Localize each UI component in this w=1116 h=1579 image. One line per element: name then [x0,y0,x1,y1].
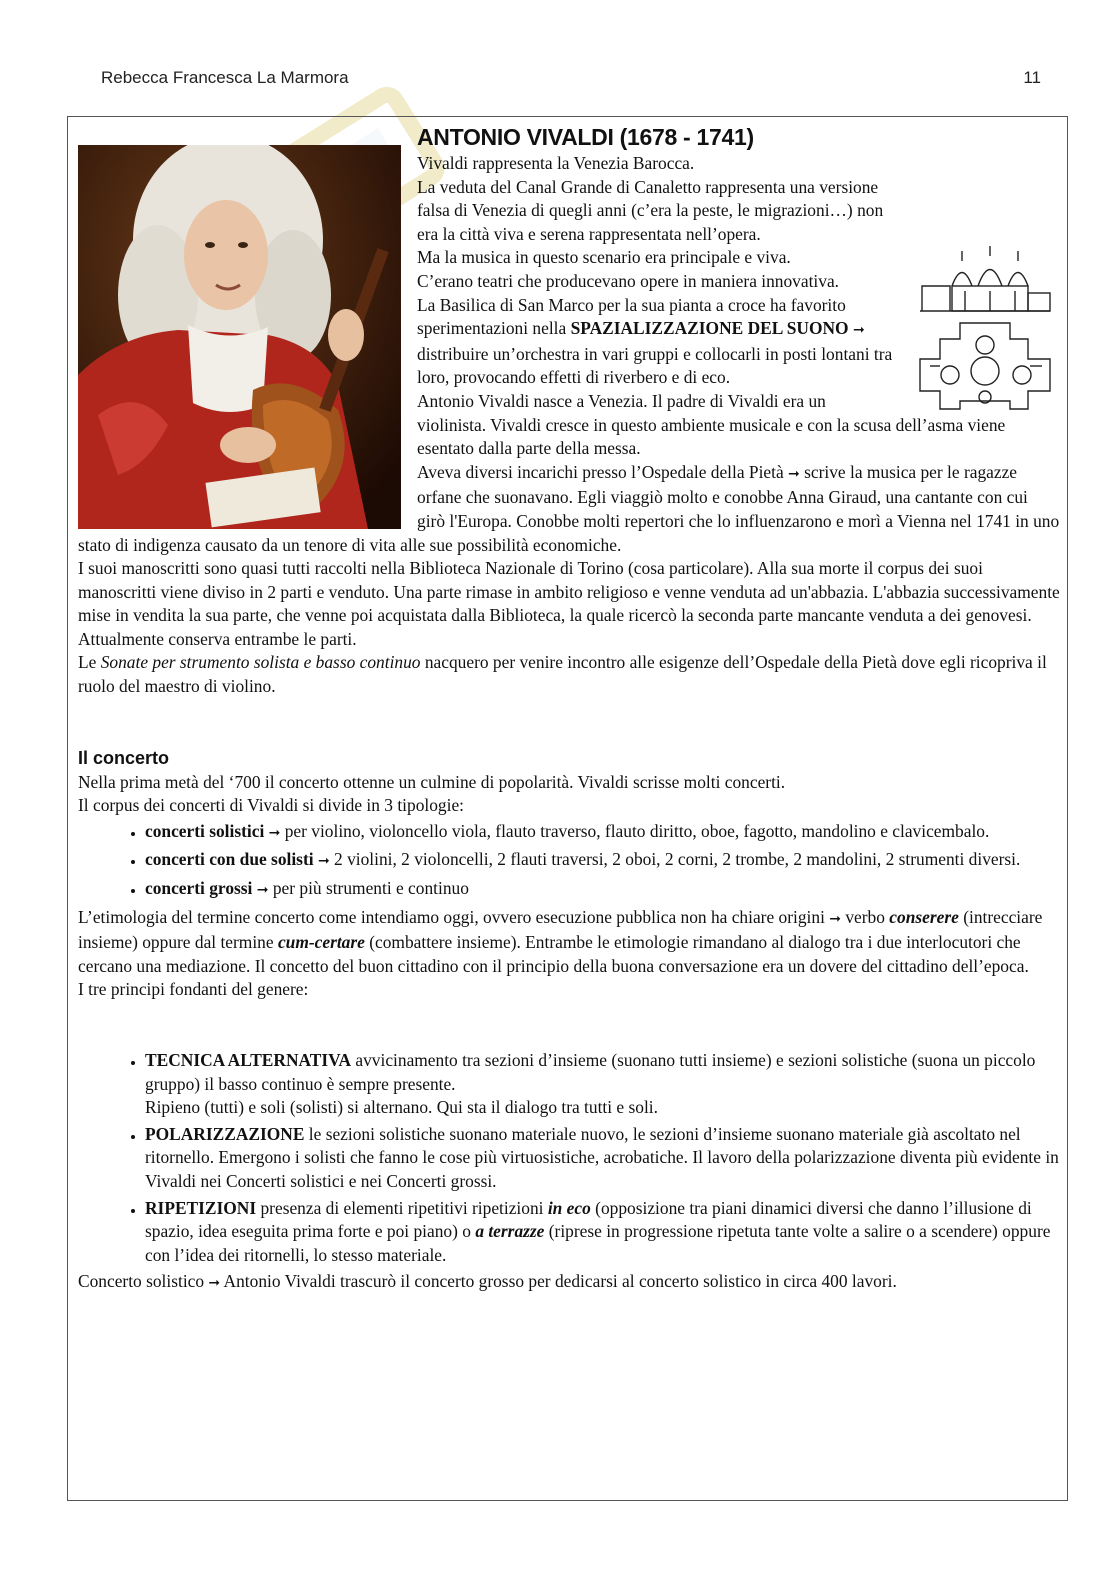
text-run: L’etimologia del termine concerto come intendiamo oggi, ovvero esecuzione pubblica non ha chiare origini [78,906,830,927]
section-heading-concerto: Il concerto [78,747,170,768]
text-run: Antonio Vivaldi trascurò il concerto grosso per dedicarsi al concerto solistico in circa 400 lavori. [220,1271,897,1292]
type-desc: per più strumenti e continuo [268,878,469,899]
concerto-line-1: Nella prima metà del ‘700 il concerto ottenne un culmine di popolarità. Vivaldi scrisse molti concerti. [78,771,786,792]
etymology-paragraph [78,906,1060,979]
type-desc: 2 violini, 2 violoncelli, 2 flauti traversi, 2 oboi, 2 corni, 2 trombe, 2 mandolini, 2 strumenti diversi. [329,849,1021,870]
intro-paragraph-8: I suoi manoscritti sono quasi tutti raccolti nella Biblioteca Nazionale di Torino (cosa particolare). Alla sua morte il corpus dei suoi manoscritti viene diviso in 2 parti e venduto. Una parte rimase in ambito religioso e venne venduta ad un'abbazia. L'abbazia successivamente mise in vendita la sua parte, che venne poi acquistata dalla Biblioteca, la quale ricercò la seconda parte mancante venduta a dei genovesi. [78,558,1060,626]
principle-desc: (opposizione tra piani dinamici diversi che danno l’illusione di spazio, idea eseguita prima forte e poi piano) o [145,1197,1032,1242]
sonate-title: Sonate per strumento solista e basso continuo [100,652,421,673]
arrow-icon: ➞ [317,853,330,870]
text-run: (intrecciare insieme) oppure dal termine [78,906,1043,953]
arrow-icon: ➞ [256,882,269,899]
text-run: Concerto solistico [78,1271,209,1292]
arrow-icon: ➞ [208,1275,221,1292]
page-content [78,122,1060,1296]
type-name: concerti con due solisti [145,849,314,870]
spacer [78,1002,1060,1047]
arrow-icon: ➞ [829,910,841,927]
concerto-types-list [78,820,1060,903]
intro-paragraph-10 [78,651,1060,698]
principle-desc: (riprese in progressione ripetuta tante volte a salire o a scendere) oppure con l’idea dei ritornelli, lo stesso materiale. [145,1221,1051,1265]
text-run: Le [78,652,101,673]
intro-paragraph-3: Ma la musica in questo scenario era principale e viva. [417,247,791,268]
term-in-eco: in eco [547,1197,591,1218]
principles-list [78,1049,1060,1267]
principle-name: POLARIZZAZIONE [145,1123,305,1144]
intro-paragraph-4: C’erano teatri che producevano opere in maniera innovativa. [417,270,840,291]
type-name: concerti grossi [145,878,253,899]
intro-paragraph-9: Attualmente conserva entrambe le parti. [78,628,357,649]
principles-intro: I tre principi fondanti del genere: [78,979,309,1000]
header-author: Rebecca Francesca La Marmora [101,68,349,87]
arrow-icon: ➞ [268,824,281,841]
text-run: nacquero per venire incontro alle esigenze dell’Ospedale della Pietà dove egli ricopriva il ruolo del maestro di violino. [78,652,1047,697]
text-run: distribuire un’orchestra in vari gruppi e collocarli in posti lontani tra loro, provocando effetti di riverbero e di eco. [417,343,893,388]
page-title: ANTONIO VIVALDI (1678 - 1741) [417,124,754,150]
text-run: (combattere insieme). Entrambe le etimologie rimandano al dialogo tra i due interlocutori che cercano una mediazione. Il concetto del buon cittadino con il principio della buona conversazione era un dovere del cittadino dell’epoca. [78,932,1029,976]
spazializzazione-term: SPAZIALIZZAZIONE DEL SUONO [570,318,849,339]
text-run: scrive la musica per le ragazze orfane che suonavano. Egli viaggiò molto e conobbe Anna Giraud, una cantante con cui girò l'Europa. Conobbe molti repertori che lo influenzarono e morì a Vienna nel 1741 in uno stato di indigenza causato da un tenore di vita alle sue possibilità economiche. [78,461,1060,555]
list-item [145,1123,1060,1194]
principle-desc: avvicinamento tra sezioni d’insieme (suonano tutti insieme) e sezioni solistiche (suona un piccolo gruppo) il basso continuo è sempre presente. [145,1050,1036,1094]
list-item [145,820,1060,846]
text-run: Aveva diversi incarichi presso l’Ospedale della Pietà [417,461,789,482]
term-cum-certare: cum-certare [277,932,365,953]
term-a-terrazze: a terrazze [475,1221,545,1242]
term-conserere: conserere [889,906,959,927]
text-run: La Basilica di San Marco per la sua pianta a croce ha favorito sperimentazioni nella [417,294,846,339]
principle-desc: presenza di elementi ripetitivi ripetizioni [256,1197,548,1218]
intro-paragraph-6: Antonio Vivaldi nasce a Venezia. Il padre di Vivaldi era un violinista. Vivaldi cresce in questo ambiente musicale e con la scusa dell’asma viene esentato dalla parte della messa. [417,390,1006,459]
list-item [145,848,1060,874]
arrow-icon: ➞ [852,322,865,339]
basilica-san-marco-plans [910,241,1060,413]
list-item [145,1049,1060,1120]
page-number: 11 [1023,68,1041,87]
intro-paragraph-1: Vivaldi rappresenta la Venezia Barocca. [417,153,695,173]
intro-paragraph-2: La veduta del Canal Grande di Canaletto rappresenta una versione falsa di Venezia di quegli anni (c’era la peste, le migrazioni…) non era la città viva e serena rappresentata nell’opera. [417,176,884,244]
list-item [145,877,1060,903]
list-item [145,1197,1060,1268]
principle-name: RIPETIZIONI [145,1197,257,1218]
vivaldi-portrait-image [78,145,401,529]
final-paragraph [78,1270,1060,1296]
spacer [78,699,1060,746]
arrow-icon: ➞ [788,465,800,482]
principle-desc: Ripieno (tutti) e soli (solisti) si alternano. Qui sta il dialogo tra tutti e soli. [145,1097,658,1118]
text-run: verbo [841,906,890,927]
type-name: concerti solistici [145,820,265,841]
concerto-line-2: Il corpus dei concerti di Vivaldi si divide in 3 tipologie: [78,795,464,816]
principle-name: TECNICA ALTERNATIVA [145,1050,352,1070]
type-desc: per violino, violoncello viola, flauto traverso, flauto diritto, oboe, fagotto, mandolino e clavicembalo. [280,820,990,841]
principle-desc: le sezioni solistiche suonano materiale nuovo, le sezioni d’insieme suonano materiale già ascoltato nel ritornello. Emergono i solisti che fanno le cose più virtuosistiche, acrobatiche. Il lavoro della polarizzazione diventa più evidente in Vivaldi nei Concerti solistici e nei Concerti grossi. [145,1123,1059,1191]
